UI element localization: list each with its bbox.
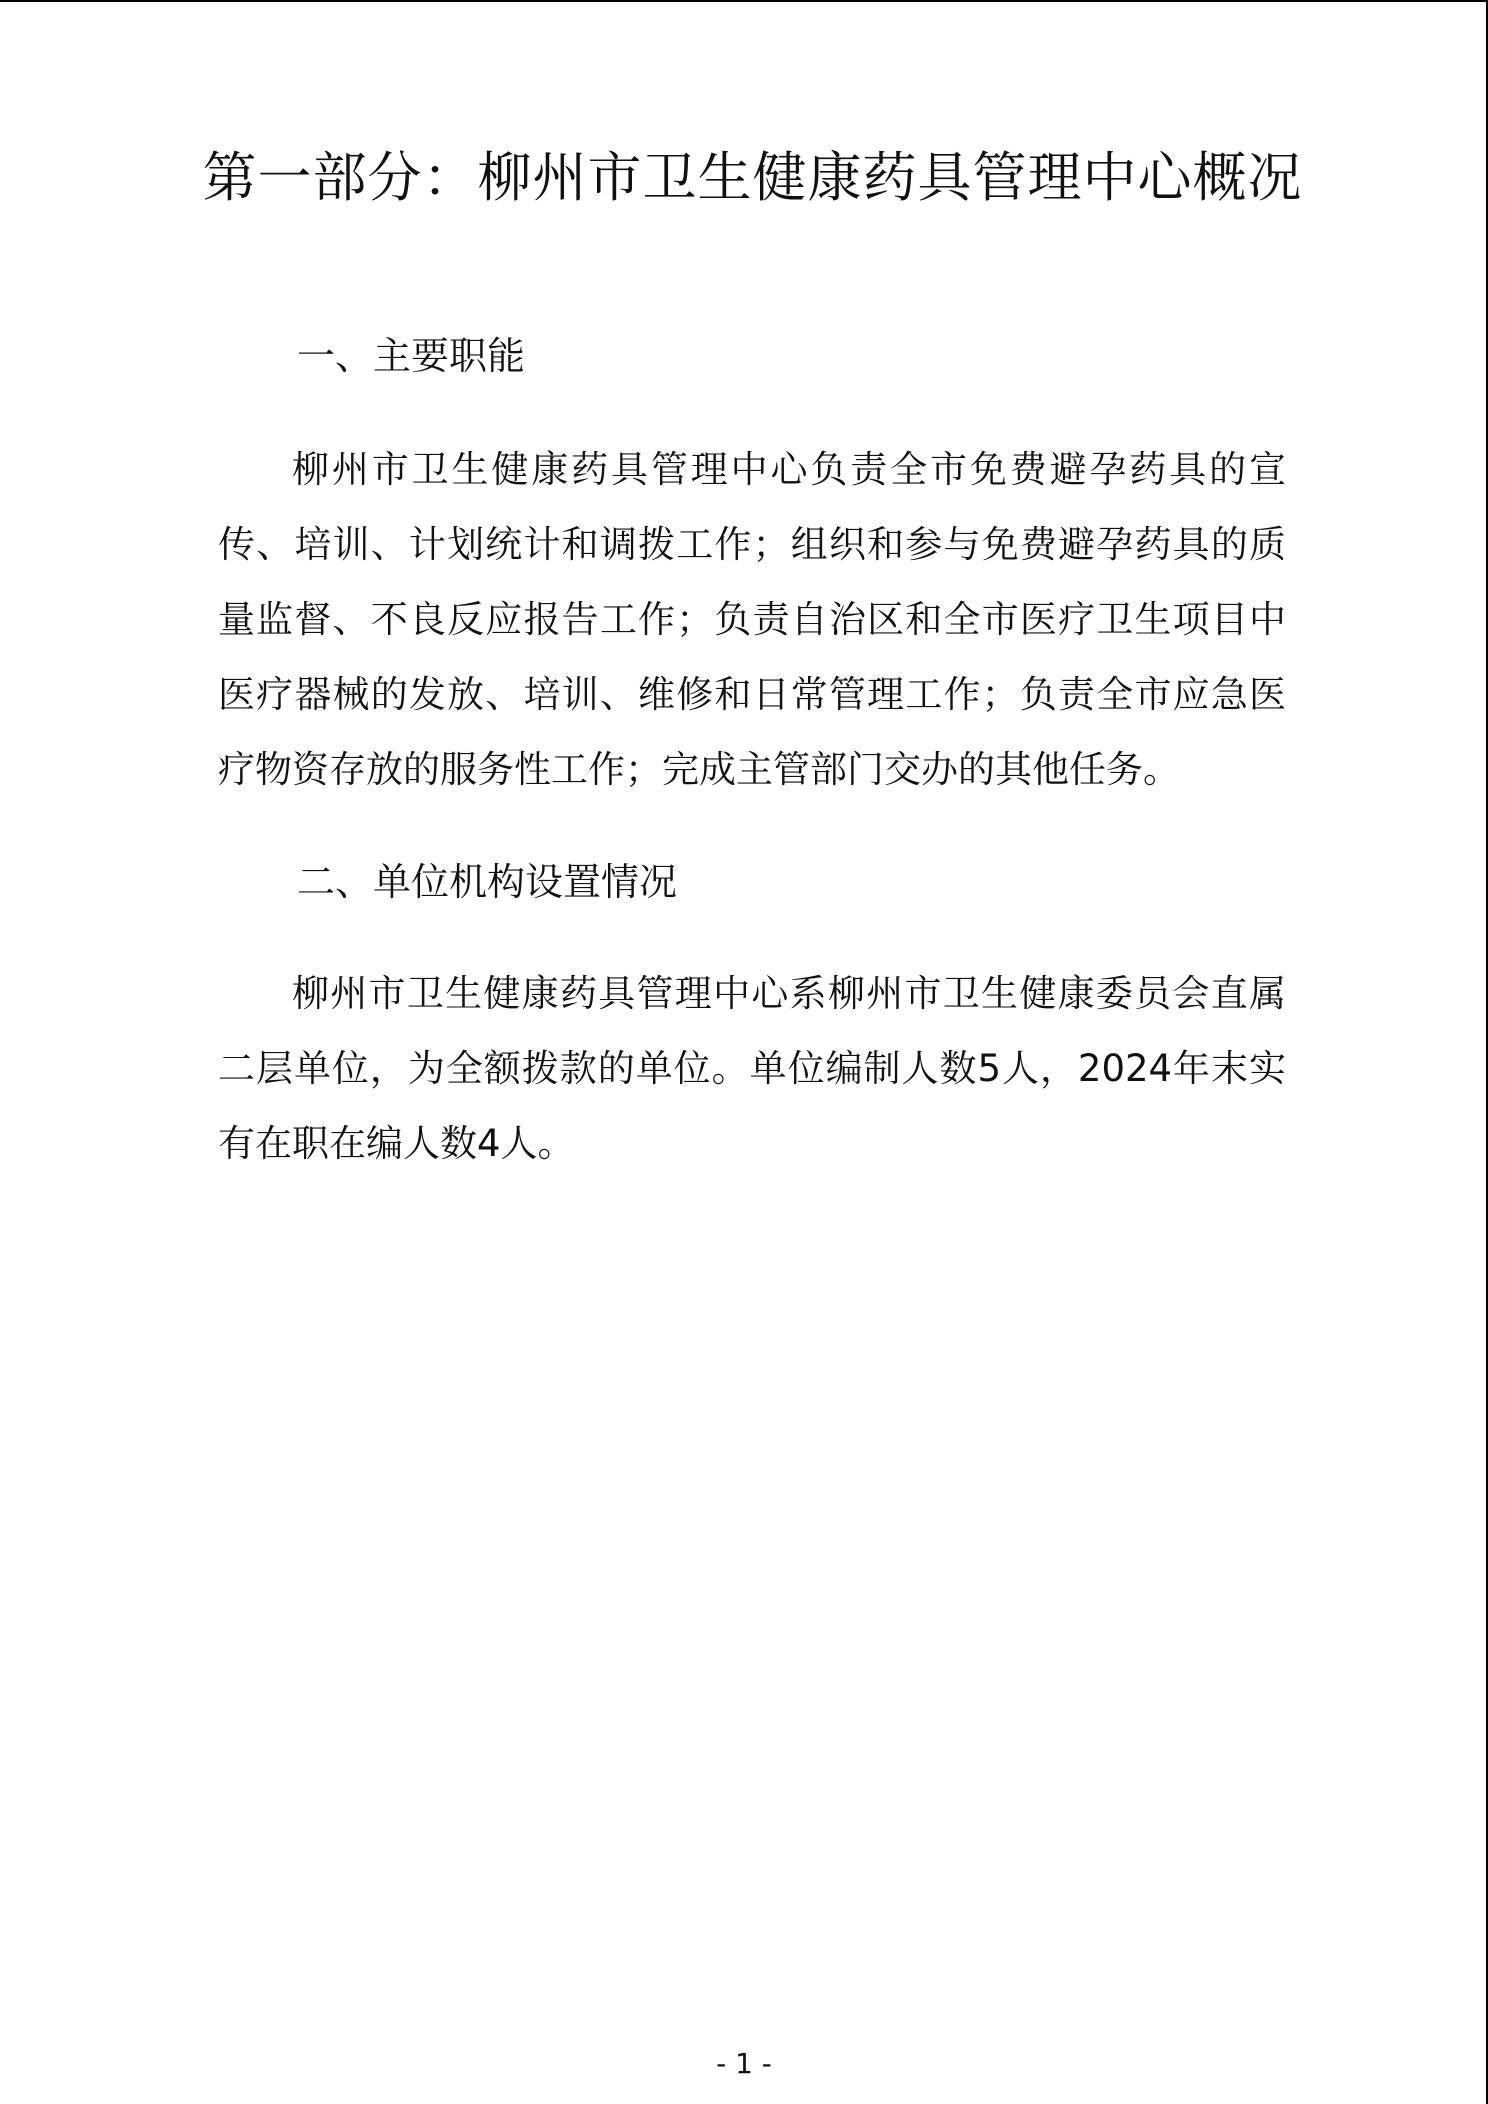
- page-title: 第一部分：柳州市卫生健康药具管理中心概况: [202, 146, 1303, 209]
- section-body-main-functions: 柳州市卫生健康药具管理中心负责全市免费避孕药具的宣传、培训、计划统计和调拨工作；组织和参与免费避孕药具的质量监督、不良反应报告工作；负责自治区和全市医疗卫生项目中医疗器械的发放、培训、维修和日常管理工作；负责全市应急医疗物资存放的服务性工作；完成主管部门交办的其他任务。: [218, 448, 1286, 791]
- section-heading-main-functions: 一、主要职能: [297, 334, 526, 378]
- section-body-organization: 柳州市卫生健康药具管理中心系柳州市卫生健康委员会直属二层单位，为全额拨款的单位。单位编制人数5人，2024年末实有在职在编人数4人。: [218, 972, 1286, 1165]
- page-number: - 1 -: [716, 2047, 772, 2080]
- section-heading-organization: 二、单位机构设置情况: [297, 860, 678, 904]
